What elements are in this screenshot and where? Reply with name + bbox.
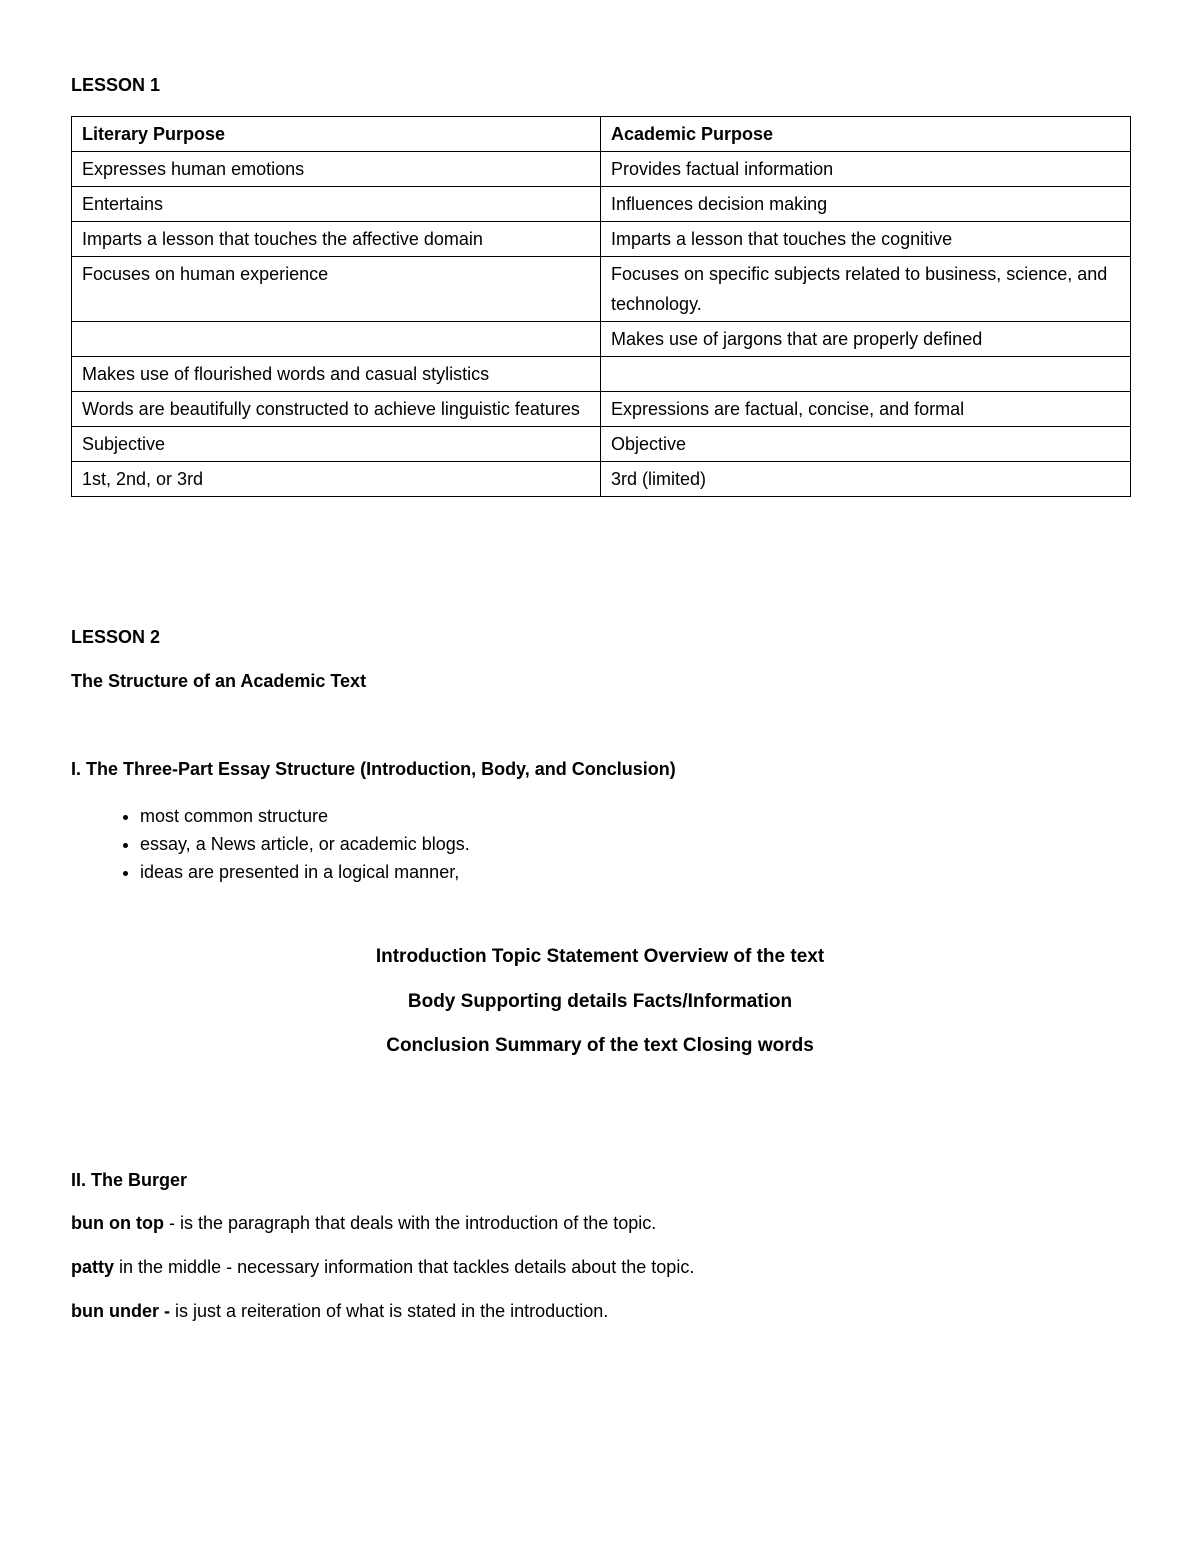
table-row bbox=[72, 187, 1131, 222]
burger-item-bun-under bbox=[71, 1299, 608, 1323]
burger-description: in the middle - necessary information that tackles details about the topic. bbox=[114, 1257, 695, 1277]
table-cell: Subjective bbox=[72, 427, 601, 462]
table-row bbox=[72, 357, 1131, 392]
table-cell bbox=[72, 322, 601, 357]
column-header-literary: Literary Purpose bbox=[72, 117, 601, 152]
table-cell: Expresses human emotions bbox=[72, 152, 601, 187]
table-cell: Influences decision making bbox=[601, 187, 1131, 222]
burger-item-bun-on-top bbox=[71, 1211, 656, 1235]
table-row bbox=[72, 222, 1131, 257]
lesson-1-heading: LESSON 1 bbox=[71, 75, 161, 95]
table-row bbox=[72, 462, 1131, 497]
table-cell: Focuses on specific subjects related to business, science, and technology. bbox=[601, 257, 1131, 322]
lesson-2-title: The Structure of an Academic Text bbox=[71, 671, 367, 691]
table-row bbox=[72, 392, 1131, 427]
table-cell: Focuses on human experience bbox=[72, 257, 601, 322]
table-cell: Makes use of flourished words and casual stylistics bbox=[72, 357, 601, 392]
list-item: • ideas are presented in a logical manner, bbox=[140, 858, 470, 886]
structure-line-introduction: Introduction Topic Statement Overview of the text bbox=[375, 946, 825, 967]
table-cell: Makes use of jargons that are properly defined bbox=[601, 322, 1131, 357]
table-cell: Objective bbox=[601, 427, 1131, 462]
table-header-row bbox=[72, 117, 1131, 152]
table-cell: 3rd (limited) bbox=[601, 462, 1131, 497]
table-row bbox=[72, 257, 1131, 322]
list-item: • most common structure bbox=[140, 802, 470, 830]
table-cell: Imparts a lesson that touches the affective domain bbox=[72, 222, 601, 257]
burger-term: patty bbox=[71, 1257, 115, 1277]
structure-line-conclusion: Conclusion Summary of the text Closing words bbox=[386, 1035, 814, 1056]
table-cell: 1st, 2nd, or 3rd bbox=[72, 462, 601, 497]
table-cell: Provides factual information bbox=[601, 152, 1131, 187]
burger-item-patty bbox=[71, 1255, 694, 1279]
section-1-heading: I. The Three-Part Essay Structure (Introduction, Body, and Conclusion) bbox=[71, 759, 676, 779]
table-cell: Imparts a lesson that touches the cognitive bbox=[601, 222, 1131, 257]
table-cell: Words are beautifully constructed to achieve linguistic features bbox=[72, 392, 601, 427]
burger-description: - is the paragraph that deals with the introduction of the topic. bbox=[163, 1213, 657, 1233]
essay-structure-bullet-list bbox=[100, 802, 470, 886]
purpose-comparison-table bbox=[71, 116, 1131, 497]
burger-description: is just a reiteration of what is stated in the introduction. bbox=[169, 1301, 609, 1321]
list-item: • essay, a News article, or academic blogs. bbox=[140, 830, 470, 858]
table-row bbox=[72, 322, 1131, 357]
structure-line-body: Body Supporting details Facts/Information bbox=[407, 991, 793, 1012]
table-cell: Expressions are factual, concise, and formal bbox=[601, 392, 1131, 427]
burger-term: bun under - bbox=[71, 1301, 170, 1321]
burger-term: bun on top bbox=[71, 1213, 164, 1233]
table-cell bbox=[601, 357, 1131, 392]
table-row bbox=[72, 427, 1131, 462]
table-cell: Entertains bbox=[72, 187, 601, 222]
table-row bbox=[72, 152, 1131, 187]
section-2-heading: II. The Burger bbox=[71, 1170, 188, 1190]
lesson-2-heading: LESSON 2 bbox=[71, 627, 161, 647]
column-header-academic: Academic Purpose bbox=[601, 117, 1131, 152]
